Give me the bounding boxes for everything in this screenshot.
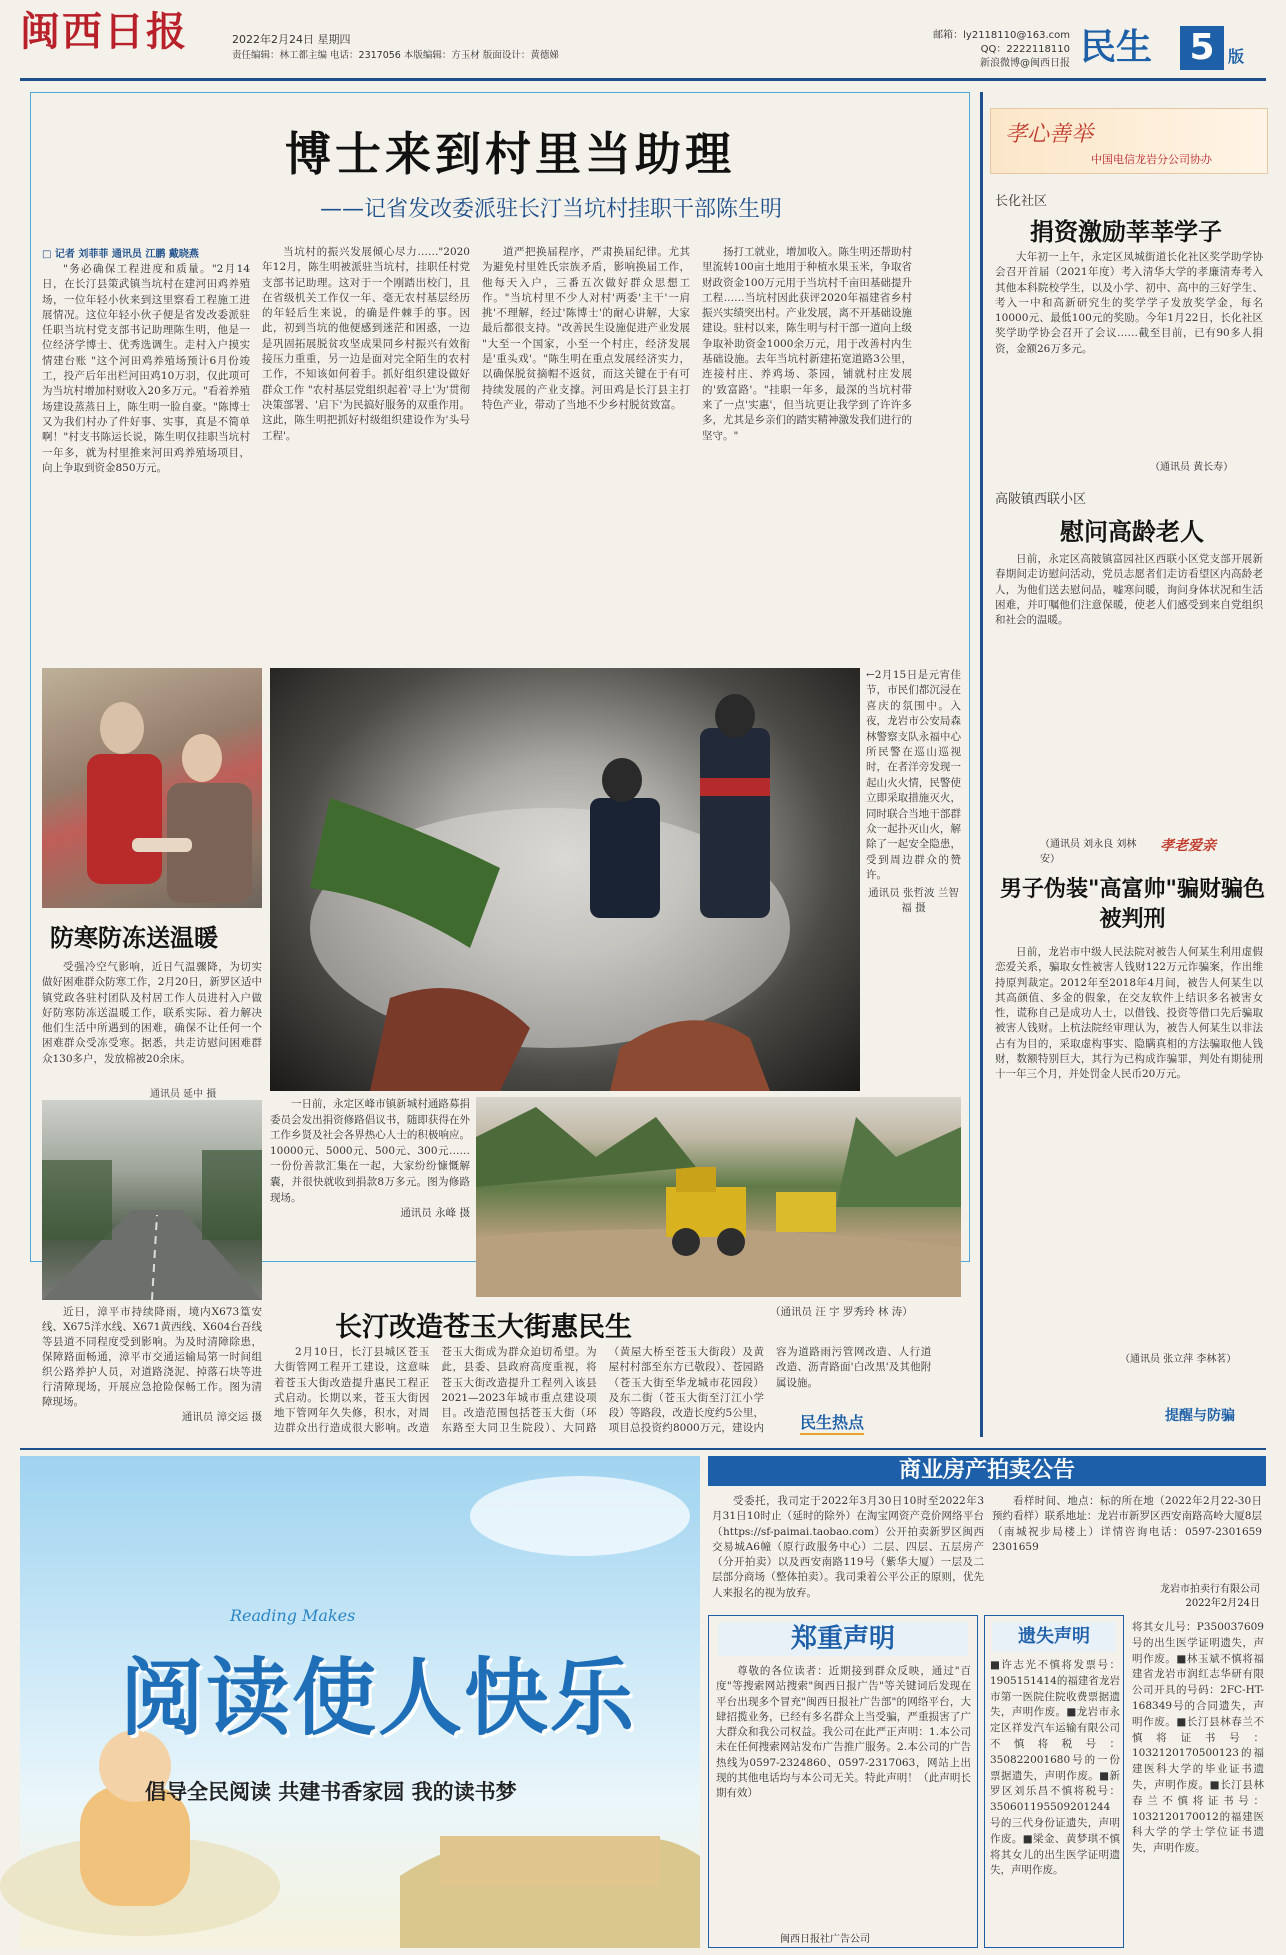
notice-title: 郑重声明 [790,1624,895,1654]
sec3-text: 日前，龙岩市中级人民法院对被告人何某生利用虚假恋爱关系，骗取女性被害人钱财122万元诈骗案，作出维持原判裁定。2012年至2018年4月间，被告人何某生以其高颜值、多金的假象，在交友软件上结识多名被害女性，谎称自己是成功人士，以借钱、投资等借口先后骗取被害人钱财。上杭法院经审理认为，被告人何某生以非法占有为目的，采取虚构事实、隐瞒真相的方法骗取他人钱财，数额特别巨大，其行为已构成诈骗罪，判处有期徒刑十一年三个月，并处罚金人民币20万元。 [995,946,1263,1081]
main-subtitle: ——记省发改委派驻长汀当坑村挂职干部陈生明 [320,197,783,222]
lost-text: ■许志光不慎将发票号：1905151414的福建省龙岩市第一医院住院收费票据遗失，声明作废。■龙岩市永定区祥发汽车运输有限公司不慎将税号：350822001680号的一份票据遗失，声明作废。■新罗区刘乐昌不慎将税号：350601195509201244号的三代身份证遗失，声明作废。■梁金、黄梦琪不慎将其女儿的出生医学证明遗失，声明作废。 [990,1659,1120,1877]
reading-ad [20,1456,700,1948]
main-col-4: 扬打工就业，增加收入。陈生明还帮助村里流转100亩土地用于种植水果玉米，争取省财政资金100万元用于当坑村千亩田基础提升工程……当坑村因此获评2020年福建省乡村振兴实绩突出村。产业发展，离不开基础设施建设。驻村以来，陈生明与村干部一道向上级争取补助资金1000余万元，用于改善村内生基础设施。去年当坑村新建拓宽道路3公里，连接村庄、养鸡场、茶园，铺就村庄发展的'致富路'。"挂职一年多，最深的当坑村带来了一点'实惠'，但当坑更让我学到了许许多多，尤其是乡亲们的踏实精神激发我们进行的坚守。" [702,246,912,442]
bottom-rule [20,1448,1266,1450]
sec3-title: 男子伪装"高富帅"骗财骗色被判刑 [1000,877,1265,932]
fire-caption: ←2月15日是元宵佳节，市民们都沉浸在喜庆的氛围中。入夜，龙岩市公安局森林警察支队永福中心所民警在巡山巡视时，在者洋旁发现一起山火火情，民警使立即采取措施灭火，同时联合当地干部群众一起扑灭山火，解除了一起安全隐患，受到周边群众的赞许。 通讯员 张哲波 兰智福 摄 [866,669,961,915]
banner-sub: 中国电信龙岩分公司协办 [1091,153,1212,166]
masthead-weibo: 新浪微博@闽西日报 [980,58,1070,69]
masthead-date: 2022年2月24日 星期四 [232,33,351,46]
masthead-rule [20,78,1266,81]
main-col-2: 当坑村的振兴发展倾心尽力……"2020年12月，陈生明被派驻当坑村，挂职任村党支部书记助理。这对于一个刚踏出校门，且在省级机关工作仅一年、毫无农村基层经历的年轻后生来说，的确是件棘手的事。因此，初到当坑的他便感到迷茫和困惑，一边是巩固拓展脱贫攻坚成果同乡村振兴有效衔接压力重重，另一边是面对完全陌生的农村工作，不知该如何着手。抓好组织建设做好群众工作 "农村基层党组织起着'寻上'为'贯彻决策部署、'启下'为民搞好服务的双重作用。这此，陈生明把抓好村级组织建设作为'头号工程'。 [262,246,470,442]
sec2-tag: 孝老爱亲 [1160,838,1216,854]
notice-title-bar [718,1622,968,1656]
lost-title: 遗失声明 [1018,1626,1090,1647]
sec2-text: 日前，永定区高陂镇富园社区西联小区党支部开展新春期间走访慰问活动，党员志愿者们走访看望区内高龄老人，为他们送去慰问品，嘘寒问暖，询问身体状况和生活困难，并叮嘱他们注意保暖，使老人们感受到来自党组织和社会的温暖。 [995,553,1263,627]
sec3-tag: 提醒与防骗 [1165,1408,1235,1424]
warmth-credit: 通讯员 延中 摄 [150,1089,217,1100]
main-col-3: 道严把换届程序，严肃换届纪律。尤其为避免村里姓氏宗族矛盾，影响换届工作，他每天入户，三番五次做好群众思想工作。"当坑村里不少人对村'两委'主干'一肩挑'不理解，经过'陈博士'的耐心讲解，大家最后都很支持。"改善民生设施促进产业发展 "大至一个国家，小至一个村庄，经济发展是'重头戏'。"陈生明在重点发展经济实力，以确保脱贫摘帽不返贫，而这关键在于有可持续发展的产业支撑。河田鸡是长汀县主打特色产业，带动了当地不少乡村脱贫致富。 [482,246,690,411]
auction-text-2: 看样时间、地点：标的所在地（2022年2月22-30日预约看样）联系地址：龙岩市新罗区西安南路高岭大厦8层（南城祝步局楼上）详情咨询电话：0597-2301659 2301659 [992,1495,1262,1553]
lost-title-bar [992,1622,1116,1652]
main-title: 博士来到村里当助理 [285,127,735,181]
sec3-credit: （通讯员 张立萍 李林茗） [1120,1354,1237,1365]
warmth-text: 受强冷空气影响，近日气温骤降，为切实做好困难群众防寒工作，2月20日，新罗区适中镇党政各驻村团队及村居工作人员进村入户做好防寒防冻送温暖工作，联系实际、着力解决他们生活中所遇到的困难，确保不让任何一个困难群众受冻受寒。据悉，共走访慰问困难群众130多户，发放棉被20余床。 [42,961,262,1065]
notice-signature: 闽西日报社广告公司 [780,1934,870,1945]
main-byline: □ 记者 刘菲菲 通讯员 江鹏 戴晓燕 [42,249,199,260]
main-col-1: "务必确保工程进度和质量。"2月14日，在长汀县策武镇当坑村在建河田鸡养殖场，一位年轻小伙来到这里察看工程施工进展情况。这位年轻小伙子便是省发改委派驻任职当坑村党支部书记助理陈生明，他是一位经济学博士、优秀选调生。走村入户摸实情建台账 "这个河田鸡养殖场预计6月份竣工，投产后年出栏河田鸡10万羽，仅此项可为当坑村增加村财收入20多万元。"看着养殖场建设蒸蒸日上，陈生明一脸自豪。"陈博士又为我们村办了件好事、实事，真是不简单啊！"村支书陈运长说，陈生明仅挂职当坑村一年多，就为村里推来河田鸡养殖场项目，向上争取到资金850万元。 [42,263,250,474]
masthead-email: 邮箱：ly2118110@163.com [933,30,1070,41]
construction-photo [476,1097,961,1297]
banner-title: 孝心善举 [1005,122,1094,147]
warmth-title: 防寒防冻送温暖 [50,924,218,952]
warmth-photo [42,668,262,908]
street-tag: 民生热点 [800,1410,864,1435]
right-divider [980,92,983,1437]
sec1-text: 大年初一上午，永定区凤城街道长化社区奖学助学协会召开首届（2021年度）考入清华大学的孝廉清寿考入其他本科院校学生，以及小学、初中、高中的三好学生、考入一中和高新研究生的奖学学子发放奖学金，每名10000元、最低100元的奖励。今年1月22日，长化社区奖学助学协会召开了会议……截至目前，已有90多人捐资，金额26万多元。 [995,251,1263,355]
fire-photo [270,668,860,1091]
sec2-credit: （通讯员 刘永良 刘林安） [1040,839,1137,865]
sec1-credit: （通讯员 黄长寿） [1150,462,1234,473]
road-fog-photo [42,1100,262,1300]
masthead-qq: QQ：2222118110 [980,44,1070,55]
sec2-title: 慰问高龄老人 [1060,518,1204,546]
page-suffix: 版 [1228,47,1245,66]
reading-small: Reading Makes [230,1606,356,1625]
street-title: 长汀改造苍玉大街惠民生 [335,1312,632,1343]
auction-signature: 龙岩市拍卖行有限公司 [1160,1584,1260,1595]
notice-text: 尊敬的各位读者：近期接到群众反映，通过"百度"等搜索网站搜索"闽西日报广告"等关键词后发现在平台出现多个冒充"闽西日报社广告部"的网络平台，大肆招揽业务，已经有多名群众上当受骗，严重损害了广大群众和我公司权益。我公司在此严正声明：1.本公司未在任何搜索网站发布广告推广服务。2.本公司的广告热线为0597-2324860、0597-2317063，网站上出现的其他电话均与本公司无关。特此声明！（此声明长期有效） [716,1665,971,1800]
sec2-label: 高陂镇西联小区 [995,492,1087,507]
street-text: 2月10日，长汀县城区苍玉大街管网工程开工建设，这意味着苍玉大街改造提升惠民工程正式启动。长期以来，苍玉大街因地下管网年久失修，积水，对周边群众出行造成很大影响。改造苍玉大街成为群众迫切希望。为此，县委、县政府高度重视，将苍玉大街改造提升工程列入该县2021—2023年城市重点建设项目。改造范围包括苍玉大街（环东路至大同卫生院段）、大同路（黄屋大桥至苍玉大街段）及黄屋村村部至东方已敬段）、苍园路（苍玉大街至华龙城市花园段）及东二街（苍玉大街至汀江小学段）等路段，改造长度约5公里，项目总投资约8000万元，建设内容为道路雨污管网改造、人行道改造、沥青路面'白改黑'及其他附属设施。 [274,1346,932,1435]
masthead-editors: 责任编辑：林工都主编 电话：2317056 本版编辑：方玉材 版面设计：黄德娣 [232,50,559,61]
donation-caption: 一日前，永定区峰市镇新城村通路募捐委员会发出捐资修路倡议书，随即获得在外工作乡贤及社会各界热心人士的积极响应。10000元、5000元、500元、300元……一份份善款汇集在一起，大家纷纷慷慨解囊，并很快就收到捐款8万多元。图为修路现场。 通讯员 永峰 摄 [270,1098,470,1220]
street-credit-col: （通讯员 汪 宇 罗秀玲 林 涛） [770,1306,913,1318]
road-caption: 近日，漳平市持续降雨，境内X673篁安线、X675洋水线、X671黄西线、X604台吾线等县道不同程度受到影响。为及时清障除患，保障路面畅通，漳平市交通运输局第一时间组织公路养护人员，对道路浇泥、掉落石块等进行清障现场，开展应急抢险保畅工作。图为清障现场。 通讯员 漳交运 摄 [42,1306,262,1423]
section-name: 民生 [1080,27,1153,68]
sec1-title: 捐资激励莘莘学子 [1030,218,1222,246]
reading-slogan: 倡导全民阅读 共建书香家园 我的读书梦 [145,1780,517,1804]
auction-title: 商业房产拍卖公告 [898,1458,1075,1483]
auction-date: 2022年2月24日 [1185,1598,1260,1609]
masthead-logo: 闽西日报 [20,8,188,55]
page-number: 5 [1180,26,1224,70]
reading-big: 阅读使人快乐 [120,1649,637,1747]
right-banner [990,108,1268,174]
auction-text: 受委托，我司定于2022年3月30日10时至2022年3月31日10时止（延时的除外）在淘宝网资产竞价网络平台（https://sf-paimai.taobao.com）公开拍卖新罗区闽西交易城A6幢（原行政服务中心）二层、四层、五层房产（分开拍卖）以及西安南路119号（紫华大厦）一层及二层部分商场（整体拍卖）。我司秉着公平公正的原则，优先人来报名的视为放弃。 [712,1495,984,1599]
sec1-label: 长化社区 [995,194,1048,209]
auction-title-bar [708,1456,1266,1486]
lost-text-2: 将其女儿号：P350037609号的出生医学证明遗失，声明作废。■林玉斌不慎将福建省龙岩市润红志华研有限公司开具的号码：2FC-HT-168349号的合同遗失，声明作废。■长汀县林春兰不慎将证书号：1032120170500123的福建医科大学的毕业证书遗失，声明作废。■长汀县林春兰不慎将证书号：1032120170012的福建医科大学的学士学位证书遗失，声明作废。 [1132,1621,1264,1855]
